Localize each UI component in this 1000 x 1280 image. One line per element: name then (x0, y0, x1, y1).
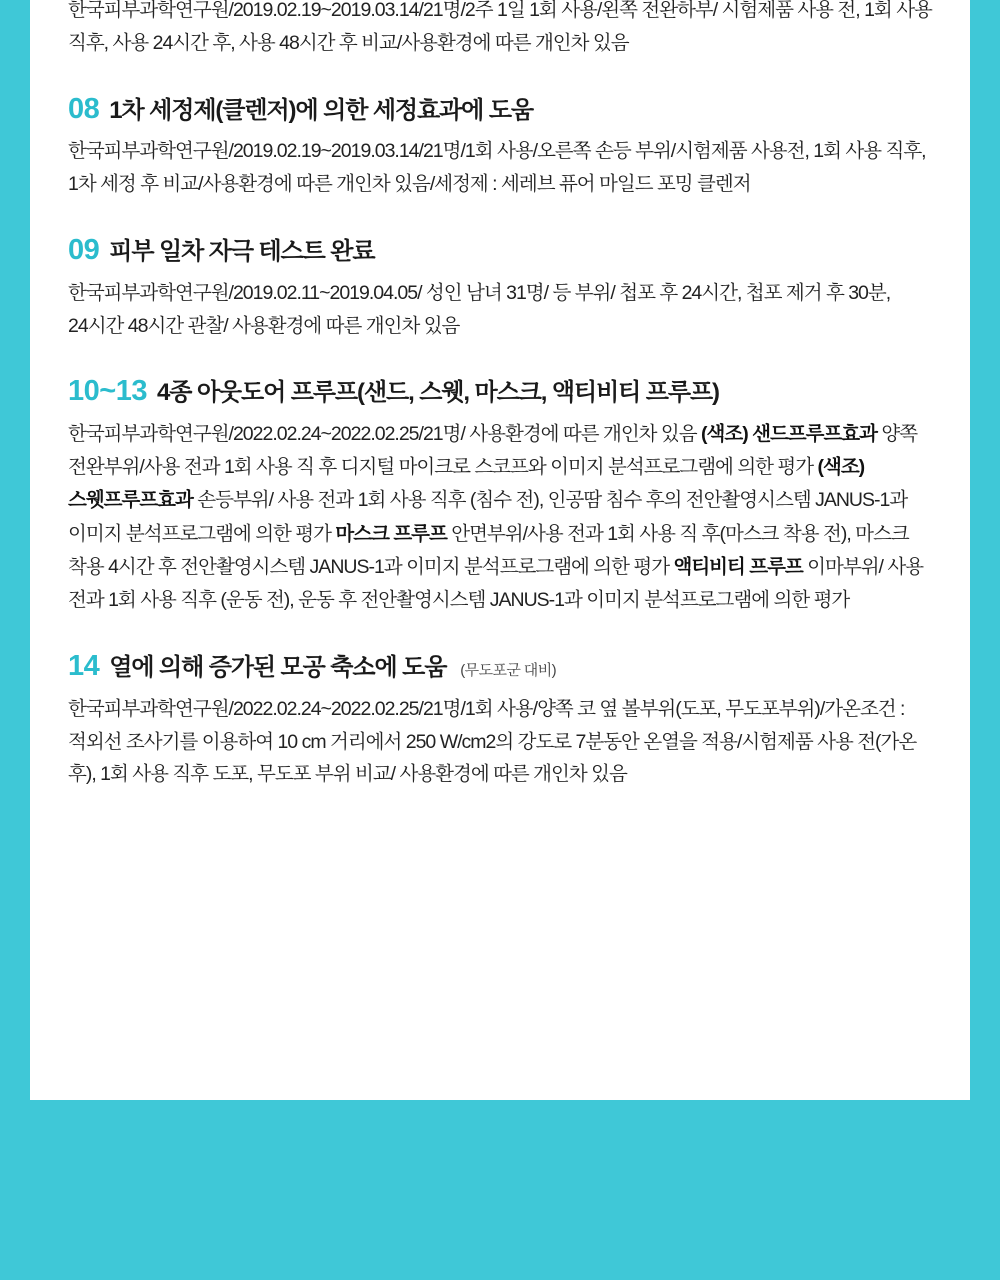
entry-10-13 (68, 376, 932, 617)
entry-10-13-header (68, 376, 932, 408)
partial-top-paragraph: 한국피부과학연구원/2019.02.19~2019.03.14/21명/2주 1일 1회 사용/왼쪽 전완하부/ 시험제품 사용 전, 1회 사용 직후, 사용 24시간 후, 사용 48시간 후 비교/사용환경에 따른 개인차 있음 (68, 0, 932, 54)
entry-08-title: 1차 세정제(클렌저)에 의한 세정효과에 도움 (109, 96, 533, 124)
entry-08 (68, 94, 932, 201)
entry-14 (68, 651, 932, 791)
entry-08-number: 08 (68, 92, 100, 125)
entry-14-header (68, 651, 932, 683)
entry-14-note: (무도포군 대비) (460, 662, 556, 680)
entry-14-number: 14 (68, 650, 100, 683)
entry-09 (68, 235, 932, 342)
entry-10-13-number: 10~13 (68, 375, 147, 408)
entry-08-header (68, 94, 932, 126)
entry-09-number: 09 (68, 233, 100, 266)
bottom-spacer (68, 791, 932, 831)
entry-14-title: 열에 의해 증가된 모공 축소에 도움 (109, 654, 447, 682)
entry-09-title: 피부 일차 자극 테스트 완료 (109, 237, 375, 265)
entry-09-header (68, 235, 932, 267)
content-card (30, 0, 970, 1100)
entry-09-body: 한국피부과학연구원/2019.02.11~2019.04.05/ 성인 남녀 31명/ 등 부위/ 첩포 후 24시간, 첩포 제거 후 30분, 24시간 48시간 관찰/ 사용환경에 따른 개인차 있음 (68, 281, 891, 337)
entry-10-13-title: 4종 아웃도어 프루프(샌드, 스웻, 마스크, 액티비티 프루프) (156, 379, 719, 407)
entry-10-13-body: 한국피부과학연구원/2022.02.24~2022.02.25/21명/ 사용환경에 따른 개인차 있음 (색조) 샌드프루프효과 양쪽 전완부위/사용 전과 1회 사용 직 후 디지털 마이크로 스코프와 이미지 분석프로그램에 의한 평가 (색조) 스웻프루프효과 손등부위/ 사용 전과 1회 사용 직후 (침수 전), 인공땀 침수 후의 전안촬영시스템 JANUS-1과 이미지 분석프로그램에 의한 평가 마스크 프루프 안면부위/사용 전과 1회 사용 직 후(마스크 착용 전), 마스크 착용 4시간 후 전안촬영시스템 JANUS-1과 이미지 분석프로그램에 의한 평가 액티비티 프루프 이마부위/ 사용 전과 1회 사용 직후 (운동 전), 운동 후 전안촬영시스템 JANUS-1과 이미지 분석프로그램에 의한 평가 (68, 423, 924, 611)
partial-top-entry (68, 0, 932, 60)
entry-08-body: 한국피부과학연구원/2019.02.19~2019.03.14/21명/1회 사용/오른쪽 손등 부위/시험제품 사용전, 1회 사용 직후, 1차 세정 후 비교/사용환경에 따른 개인차 있음/세정제 : 세레브 퓨어 마일드 포밍 클렌저 (68, 140, 926, 196)
entry-14-body: 한국피부과학연구원/2022.02.24~2022.02.25/21명/1회 사용/양쪽 코 옆 볼부위(도포, 무도포부위)/가온조건 : 적외선 조사기를 이용하여 10 cm 거리에서 250 W/cm2의 강도로 7분동안 온열을 적용/시험제품 사용 전(가온 후), 1회 사용 직후 도포, 무도포 부위 비교/ 사용환경에 따른 개인차 있음 (68, 697, 917, 786)
